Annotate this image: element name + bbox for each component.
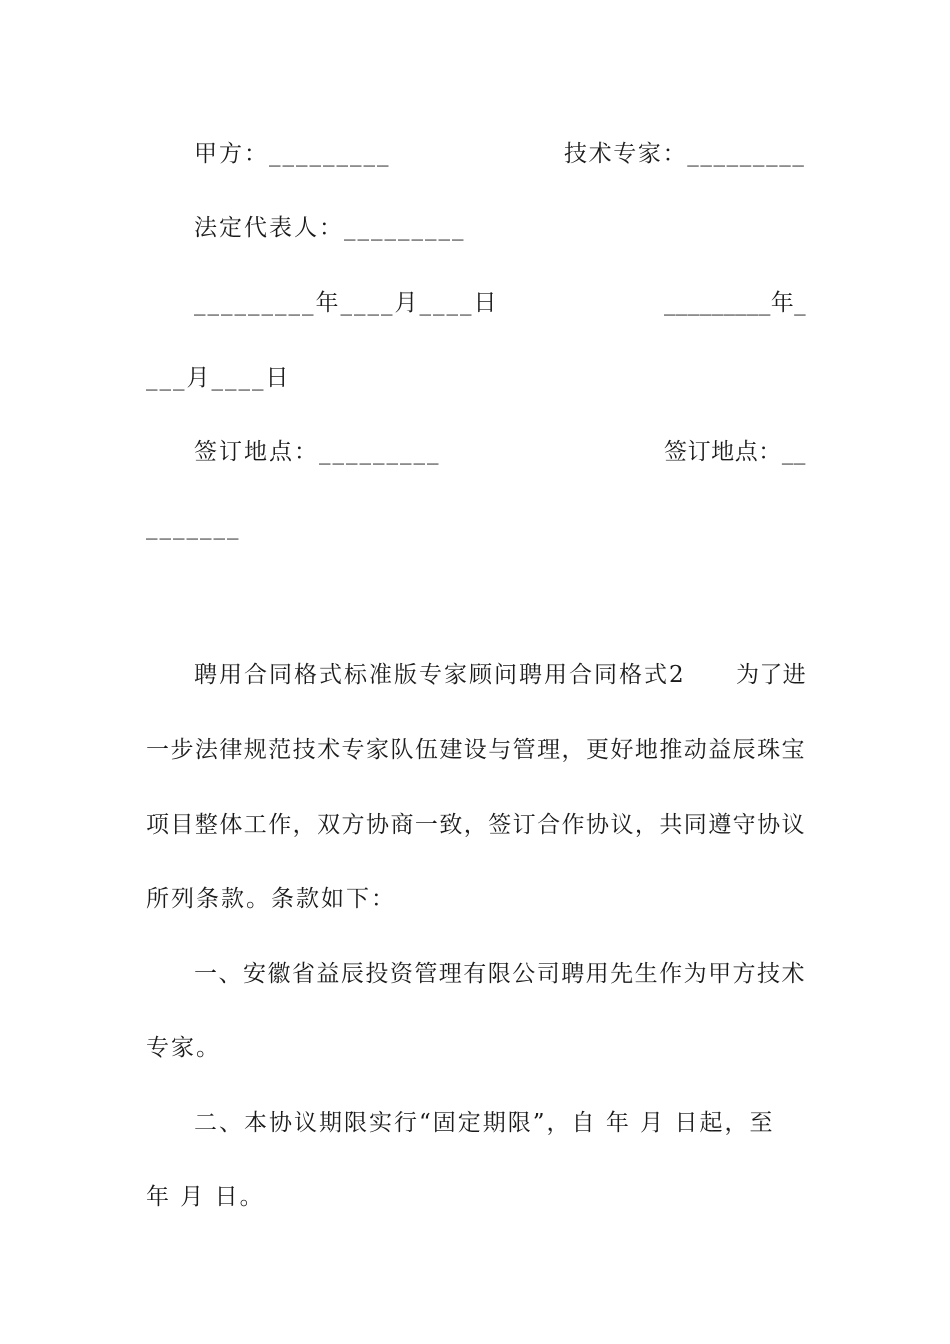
- paragraph-1-line-3: 项目整体工作，双方协商一致，签订合作协议，共同遵守协议: [146, 812, 806, 838]
- paragraph-1-line-2: 一步法律规范技术专家队伍建设与管理，更好地推动益辰珠宝: [146, 737, 806, 763]
- contract-title-text: 聘用合同格式标准版专家顾问聘用合同格式2: [194, 662, 686, 688]
- clause-2-line-2: 年 月 日。: [146, 1184, 265, 1210]
- expert-date-line: _________年_: [664, 290, 806, 316]
- clause-1-line-1: 一、安徽省益辰投资管理有限公司聘用先生作为甲方技术: [194, 961, 806, 987]
- expert-place-line-continued: _______: [146, 514, 241, 540]
- expert-date-line-continued: ___月____日: [146, 365, 291, 391]
- clause-2-line-1: 二、本协议期限实行“固定期限”，自 年 月 日起，至: [194, 1110, 775, 1136]
- paragraph-1-line-4: 所列条款。条款如下：: [146, 886, 396, 912]
- party-a-date-line: _________年____月____日: [194, 290, 499, 316]
- party-a-place-line: 签订地点：_________: [194, 439, 441, 465]
- paragraph-1-start: 为了进: [736, 662, 806, 688]
- legal-representative-line: 法定代表人：_________: [194, 215, 466, 241]
- expert-place-line: 签订地点：__: [664, 439, 806, 465]
- clause-1-line-2: 专家。: [146, 1035, 221, 1061]
- party-a-signature-line: 甲方：_________: [194, 141, 391, 167]
- expert-signature-line: 技术专家：_________: [564, 141, 806, 167]
